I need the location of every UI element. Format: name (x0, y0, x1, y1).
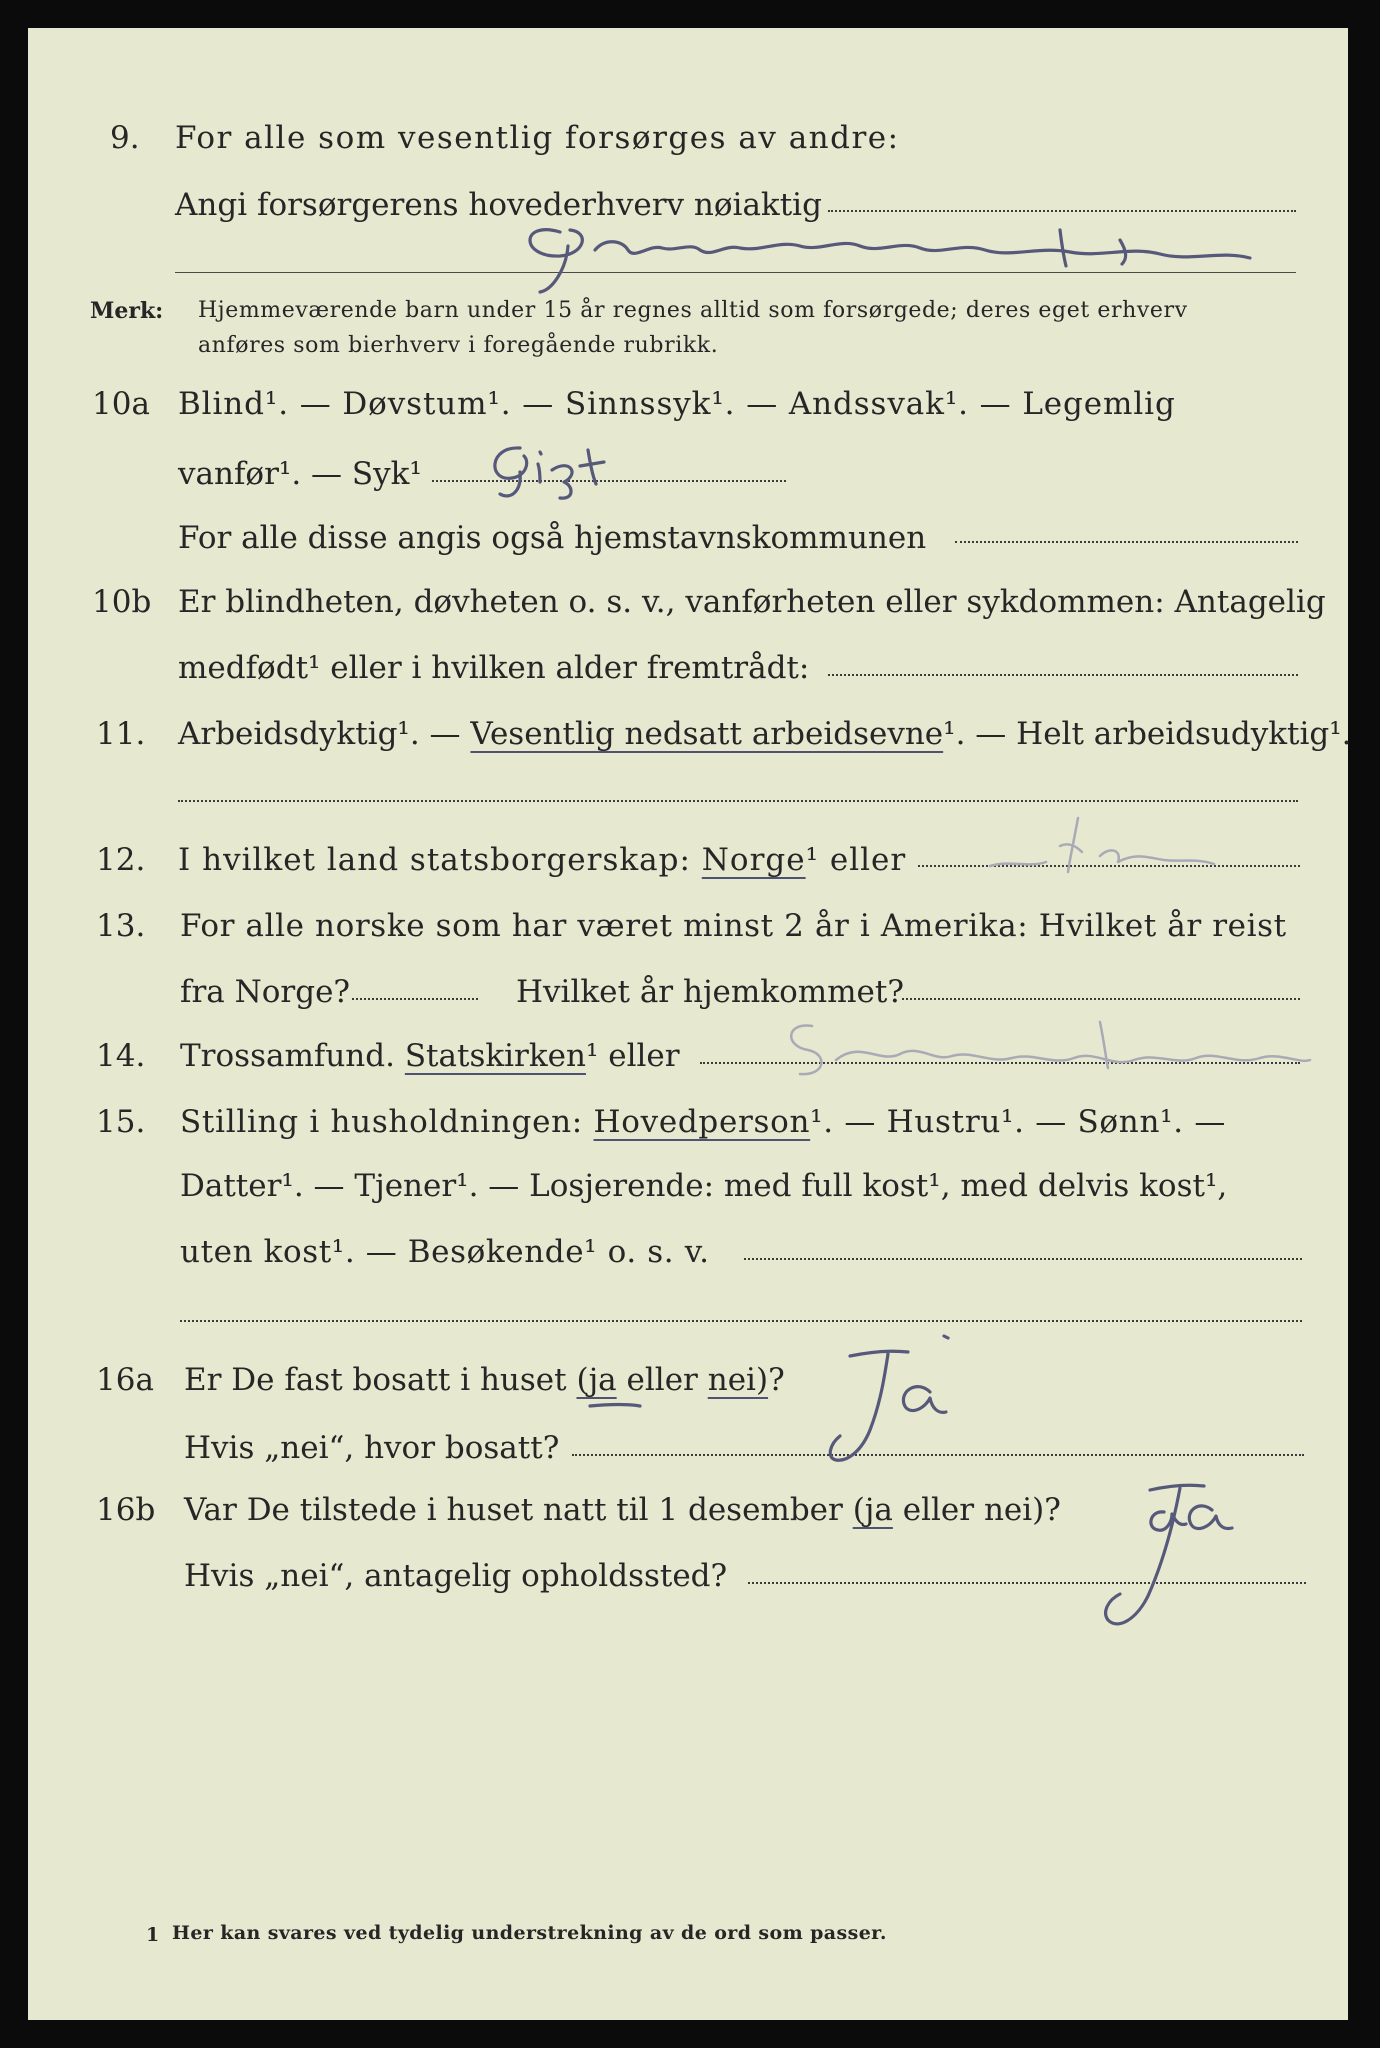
q16a-line2: Hvis „nei“, hvor bosatt? (184, 1430, 560, 1466)
footnote-text: Her kan svares ved tydelig understrekning av de ord som passer. (172, 1922, 887, 1944)
q15-line2: Datter¹. — Tjener¹. — Losjerende: med full kost¹, med delvis kost¹, (180, 1168, 1228, 1204)
q9-answer-line-2 (175, 272, 1296, 273)
q15-hovedperson-underlined: Hovedperson (593, 1104, 811, 1140)
q16b-answer-line (748, 1582, 1306, 1584)
q16b-line2: Hvis „nei“, antagelig opholdssted? (184, 1558, 728, 1594)
q15-number: 15. (96, 1104, 146, 1140)
q11-answer-line (178, 800, 1298, 802)
q16a-answer-line (572, 1454, 1304, 1456)
q10a-line2: vanfør¹. — Syk¹ (178, 456, 422, 492)
q15-answer-line-2 (180, 1320, 1302, 1322)
q12-norge-underlined: Norge (701, 842, 806, 878)
q11-option-1: Arbeidsdyktig¹. — (178, 716, 471, 752)
q10b-number: 10b (92, 584, 152, 620)
q12-question: I hvilket land statsborgerskap: (178, 842, 702, 878)
q16a-line1 (184, 1362, 785, 1398)
q15-options: ¹. — Hustru¹. — Sønn¹. — (810, 1104, 1227, 1140)
footnote-mark: 1 (146, 1924, 160, 1946)
q15-question: Stilling i husholdningen: (180, 1104, 594, 1140)
q16b-eller-nei: eller nei)? (892, 1492, 1061, 1528)
q16a-eller: eller (616, 1362, 708, 1398)
q15-answer-line-1 (744, 1258, 1302, 1260)
q10a-syk-answer-line (432, 480, 786, 482)
q11-number: 11. (96, 716, 146, 752)
q16b-ja-underlined: (ja (852, 1492, 893, 1528)
merk-line1: Hjemmeværende barn under 15 år regnes alltid som forsørgede; deres eget erhverv (198, 298, 1188, 323)
q11-text (178, 716, 1352, 752)
q13-line2a: fra Norge? (180, 974, 351, 1010)
q13-line2b: Hvilket år hjemkommet? (516, 974, 904, 1010)
q9-line1: For alle som vesentlig forsørges av andre: (175, 120, 900, 156)
q16a-question: Er De fast bosatt i huset (184, 1362, 577, 1398)
form-sheet (28, 28, 1348, 2020)
q10b-line1: Er blindheten, døvheten o. s. v., vanførheten eller sykdommen: Antagelig (178, 584, 1326, 620)
q14-number: 14. (96, 1038, 146, 1074)
q10a-number: 10a (92, 386, 150, 422)
q16b-number: 16b (96, 1492, 156, 1528)
q13-hjemkommet-answer-line (902, 998, 1300, 1000)
q16a-number: 16a (96, 1362, 154, 1398)
q13-reist-answer-line (352, 998, 478, 1000)
q14-eller: ¹ eller (585, 1038, 680, 1074)
q9-answer-line-1 (828, 210, 1296, 212)
q11-option-2-underlined: Vesentlig nedsatt arbeidsevne (470, 716, 944, 752)
q14-statskirken-underlined: Statskirken (404, 1038, 586, 1074)
q12-eller: ¹ eller (805, 842, 907, 878)
q9-number: 9. (110, 120, 140, 156)
q10a-line1: Blind¹. — Døvstum¹. — Sinnssyk¹. — Andssvak¹. — Legemlig (178, 386, 1176, 422)
q9-line2: Angi forsørgerens hovederhverv nøiaktig (175, 187, 822, 223)
q12-answer-line (918, 865, 1300, 867)
q10b-answer-line (828, 674, 1298, 676)
q11-option-3: ¹. — Helt arbeidsudyktig¹. (943, 716, 1352, 752)
q14-answer-line (700, 1062, 1300, 1064)
q10a-line3: For alle disse angis også hjemstavnskommunen (178, 520, 927, 556)
q13-number: 13. (96, 908, 146, 944)
q16a-ja-underlined: (ja (576, 1362, 617, 1398)
q16a-qmark: ? (768, 1362, 785, 1398)
q10a-hjemstavn-answer-line (955, 541, 1298, 543)
q13-line1: For alle norske som har været minst 2 år i Amerika: Hvilket år reist (180, 908, 1287, 944)
merk-label: Merk: (90, 298, 164, 324)
q10b-line2: medfødt¹ eller i hvilken alder fremtrådt: (178, 650, 810, 686)
q12-text (178, 842, 906, 878)
merk-line2: anføres som bierhverv i foregående rubrikk. (198, 333, 719, 358)
q16b-line1 (184, 1492, 1061, 1528)
q15-line1 (180, 1104, 1226, 1140)
q16a-nei-underlined: nei) (707, 1362, 769, 1398)
q16b-question: Var De tilstede i huset natt til 1 desember (184, 1492, 853, 1528)
q15-line3: uten kost¹. — Besøkende¹ o. s. v. (180, 1234, 710, 1270)
q14-question: Trossamfund. (180, 1038, 405, 1074)
q12-number: 12. (96, 842, 146, 878)
q14-text (180, 1038, 680, 1074)
